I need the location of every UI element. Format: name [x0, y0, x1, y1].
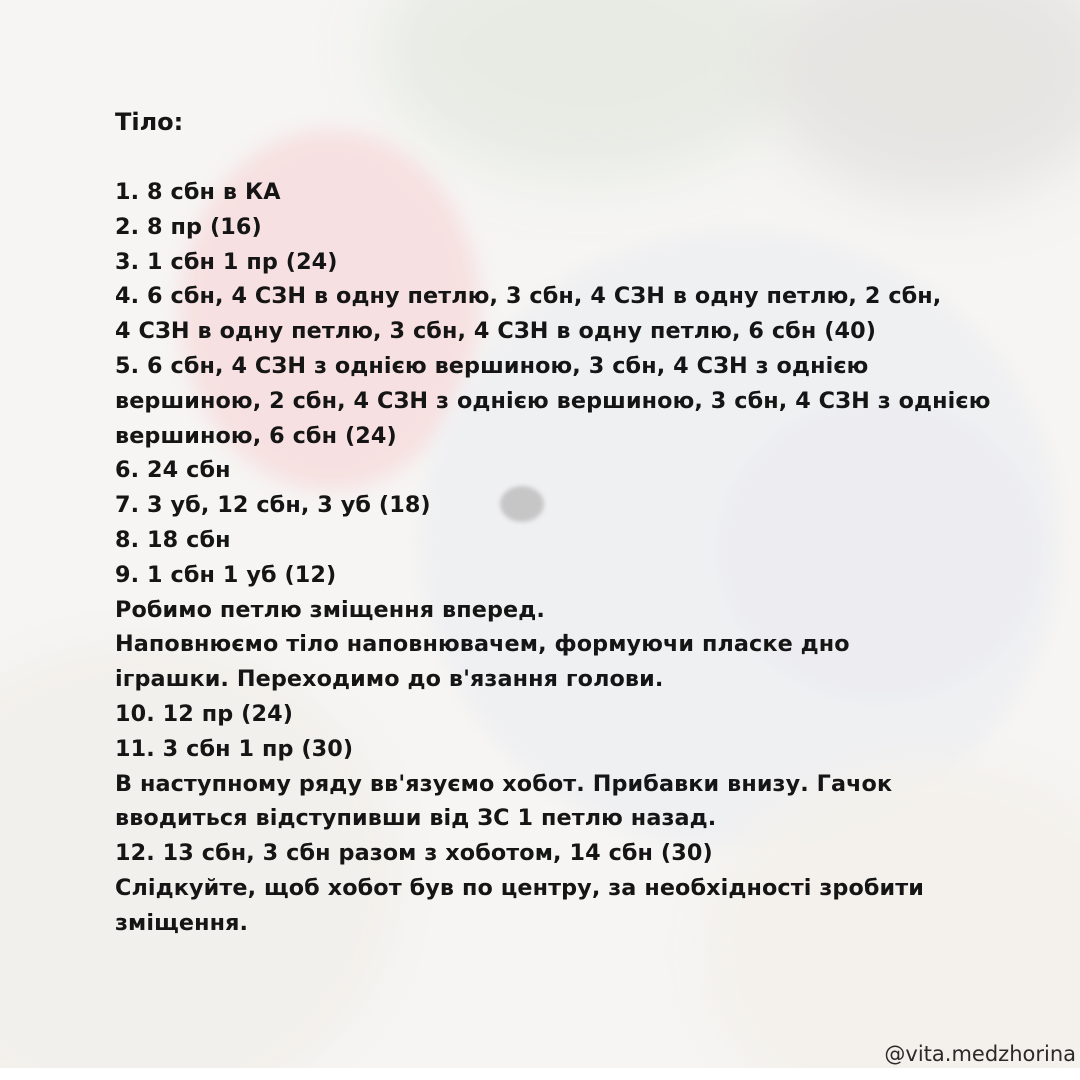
instruction-line: 4 СЗН в одну петлю, 3 сбн, 4 СЗН в одну петлю, 6 сбн (40): [115, 318, 877, 345]
author-credit: @vita.medzhorina: [884, 1042, 1076, 1066]
instruction-line: Наповнюємо тіло наповнювачем, формуючи пласке дно: [115, 631, 850, 658]
section-title: Тіло:: [115, 108, 184, 136]
instruction-line: 6. 24 сбн: [115, 457, 231, 484]
instruction-line: 12. 13 сбн, 3 сбн разом з хоботом, 14 сбн (30): [115, 840, 713, 867]
instruction-line: 9. 1 сбн 1 уб (12): [115, 561, 337, 588]
instruction-line: вводиться відступивши від ЗС 1 петлю назад.: [115, 805, 717, 832]
bottom-strip: [0, 1068, 1080, 1080]
instruction-line: 4. 6 сбн, 4 СЗН в одну петлю, 3 сбн, 4 СЗН в одну петлю, 2 сбн,: [115, 283, 942, 310]
instruction-line: вершиною, 6 сбн (24): [115, 422, 397, 449]
instruction-line: Слідкуйте, щоб хобот був по центру, за необхідності зробити: [115, 874, 925, 901]
instruction-line: 5. 6 сбн, 4 СЗН з однією вершиною, 3 сбн, 4 СЗН з однією: [115, 352, 869, 379]
instruction-line: іграшки. Переходимо до в'язання голови.: [115, 666, 664, 693]
instruction-line: Робимо петлю зміщення вперед.: [115, 596, 545, 623]
instruction-line: 10. 12 пр (24): [115, 700, 293, 727]
instruction-line: 8. 18 сбн: [115, 526, 231, 553]
pattern-instructions: [115, 106, 1075, 941]
instruction-line: 1. 8 сбн в КА: [115, 179, 281, 205]
instruction-line: зміщення.: [115, 909, 249, 936]
instruction-line: В наступному ряду вв'язуємо хобот. Прибавки внизу. Гачок: [115, 770, 893, 797]
instruction-line: вершиною, 2 сбн, 4 СЗН з однією вершиною, 3 сбн, 4 СЗН з однією: [115, 387, 991, 414]
instruction-line: 3. 1 сбн 1 пр (24): [115, 248, 338, 275]
instruction-line: 2. 8 пр (16): [115, 213, 262, 240]
instruction-line: 11. 3 сбн 1 пр (30): [115, 735, 354, 762]
instruction-line: 7. 3 уб, 12 сбн, 3 уб (18): [115, 492, 431, 519]
